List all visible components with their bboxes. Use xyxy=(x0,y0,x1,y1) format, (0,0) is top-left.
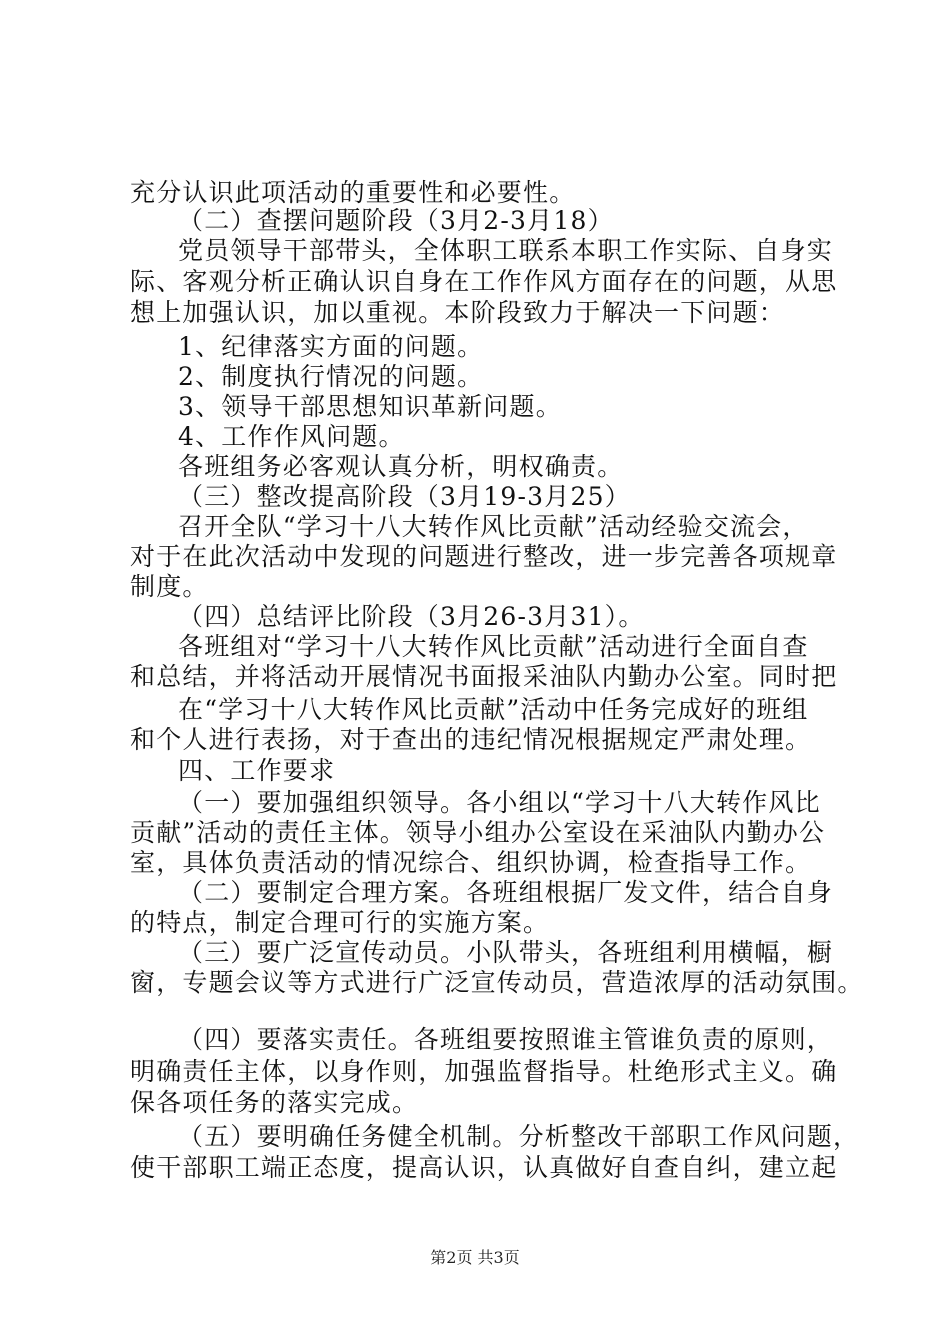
text-line: 贡献”活动的责任主体。领导小组办公室设在采油队内勤办公 xyxy=(130,818,826,847)
section-heading: （四）总结评比阶段（3月26-3月31）。 xyxy=(178,602,645,631)
text-line: 充分认识此项活动的重要性和必要性。 xyxy=(130,178,576,207)
section-heading: 四、工作要求 xyxy=(178,756,336,785)
text-line: （五）要明确任务健全机制。分析整改干部职工作风问题， xyxy=(178,1122,860,1151)
text-line: 对于在此次活动中发现的问题进行整改，进一步完善各项规章 xyxy=(130,542,838,571)
text-line: （二）要制定合理方案。各班组根据厂发文件，结合自身 xyxy=(178,878,834,907)
text-line: 保各项任务的落实完成。 xyxy=(130,1088,419,1117)
text-line: 党员领导干部带头，全体职工联系本职工作实际、自身实 xyxy=(178,236,834,265)
text-line: 窗，专题会议等方式进行广泛宣传动员，营造浓厚的活动氛围。 xyxy=(130,968,864,997)
list-item: 2、制度执行情况的问题。 xyxy=(178,362,484,391)
text-line: （三）要广泛宣传动员。小队带头，各班组利用横幅，橱 xyxy=(178,938,834,967)
text-line: 际、客观分析正确认识自身在工作作风方面存在的问题，从思 xyxy=(130,267,838,296)
section-heading: （三）整改提高阶段（3月19-3月25） xyxy=(178,482,631,511)
page-number: 第2页 共3页 xyxy=(430,1248,520,1267)
text-line: 的特点，制定合理可行的实施方案。 xyxy=(130,908,550,937)
text-line: 和总结，并将活动开展情况书面报采油队内勤办公室。同时把 xyxy=(130,662,838,691)
text-line: 和个人进行表扬，对于查出的违纪情况根据规定严肃处理。 xyxy=(130,725,812,754)
list-item: 3、领导干部思想知识革新问题。 xyxy=(178,392,562,421)
text-line: 室，具体负责活动的情况综合、组织协调，检查指导工作。 xyxy=(130,848,812,877)
text-line: 在“学习十八大转作风比贡献”活动中任务完成好的班组 xyxy=(178,695,809,724)
list-item: 4、工作作风问题。 xyxy=(178,422,405,451)
text-line: 使干部职工端正态度，提高认识，认真做好自查自纠，建立起 xyxy=(130,1153,838,1182)
section-heading: （二）查摆问题阶段（3月2-3月18） xyxy=(178,206,614,235)
text-line: 想上加强认识，加以重视。本阶段致力于解决一下问题： xyxy=(130,298,786,327)
text-line: （四）要落实责任。各班组要按照谁主管谁负责的原则， xyxy=(178,1025,834,1054)
text-line: 明确责任主体，以身作则，加强监督指导。杜绝形式主义。确 xyxy=(130,1057,838,1086)
text-line: （一）要加强组织领导。各小组以“学习十八大转作风比 xyxy=(178,788,821,817)
list-item: 1、纪律落实方面的问题。 xyxy=(178,332,484,361)
text-line: 各班组对“学习十八大转作风比贡献”活动进行全面自查 xyxy=(178,632,809,661)
text-line: 各班组务必客观认真分析，明权确责。 xyxy=(178,452,624,481)
text-line: 召开全队“学习十八大转作风比贡献”活动经验交流会， xyxy=(178,512,809,541)
text-line: 制度。 xyxy=(130,572,209,601)
